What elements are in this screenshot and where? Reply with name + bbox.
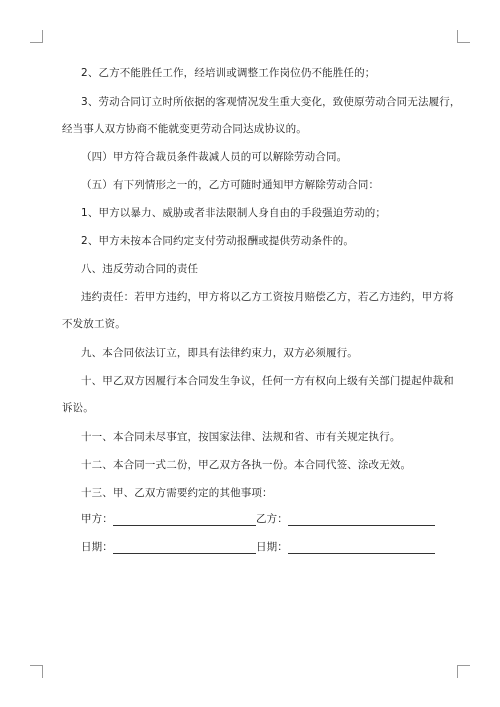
section-heading-12: 十二、本合同一式二份，甲乙双方各执一份。本合同代签、涂改无效。 bbox=[81, 459, 412, 471]
paragraph-item-3: 3、劳动合同订立时所依据的客观情况发生重大变化，致使原劳动合同无法履行， bbox=[81, 96, 461, 108]
date-b-line bbox=[288, 542, 435, 554]
party-b-signature-line bbox=[288, 514, 435, 526]
party-a-label: 甲方： bbox=[81, 513, 113, 525]
crop-mark-bottom-right bbox=[457, 665, 470, 678]
date-a-line bbox=[113, 542, 256, 554]
party-a-signature-line bbox=[113, 514, 256, 526]
crop-mark-top-left bbox=[30, 30, 43, 43]
section-heading-8: 八、违反劳动合同的责任 bbox=[81, 263, 199, 275]
section-heading-10-cont: 诉讼。 bbox=[62, 402, 94, 414]
crop-mark-top-right bbox=[457, 30, 470, 43]
section-heading-10: 十、甲乙双方因履行本合同发生争议，任何一方有权向上级有关部门提起仲裁和 bbox=[81, 375, 454, 387]
signature-row-dates bbox=[62, 540, 435, 554]
section-heading-9: 九、本合同依法订立，即具有法律约束力，双方必须履行。 bbox=[81, 347, 358, 359]
signature-row-parties bbox=[62, 512, 435, 526]
paragraph-clause-4: （四）甲方符合裁员条件裁减人员的可以解除劳动合同。 bbox=[81, 151, 348, 163]
paragraph-liability: 违约责任：若甲方违约，甲方将以乙方工资按月赔偿乙方，若乙方违约，甲方将 bbox=[81, 291, 454, 303]
paragraph-item-2: 2、乙方不能胜任工作，经培训或调整工作岗位仍不能胜任的； bbox=[81, 67, 376, 79]
paragraph-clause-5: （五）有下列情形之一的，乙方可随时通知甲方解除劳动合同： bbox=[81, 179, 380, 191]
paragraph-item-3-cont: 经当事人双方协商不能就变更劳动合同达成协议的。 bbox=[62, 123, 307, 135]
date-b-label: 日期： bbox=[255, 541, 288, 553]
paragraph-liability-cont: 不发放工资。 bbox=[62, 318, 126, 330]
paragraph-clause-5-item-2: 2、甲方未按本合同约定支付劳动报酬或提供劳动条件的。 bbox=[81, 235, 355, 247]
paragraph-clause-5-item-1: 1、甲方以暴力、威胁或者非法限制人身自由的手段强迫劳动的； bbox=[81, 207, 387, 219]
section-heading-11: 十一、本合同未尽事宜，按国家法律、法规和省、市有关规定执行。 bbox=[81, 431, 401, 443]
crop-mark-bottom-left bbox=[30, 665, 43, 678]
party-b-label: 乙方： bbox=[255, 513, 288, 525]
date-a-label: 日期： bbox=[81, 541, 113, 553]
section-heading-13: 十三、甲、乙双方需要约定的其他事项： bbox=[81, 487, 273, 499]
